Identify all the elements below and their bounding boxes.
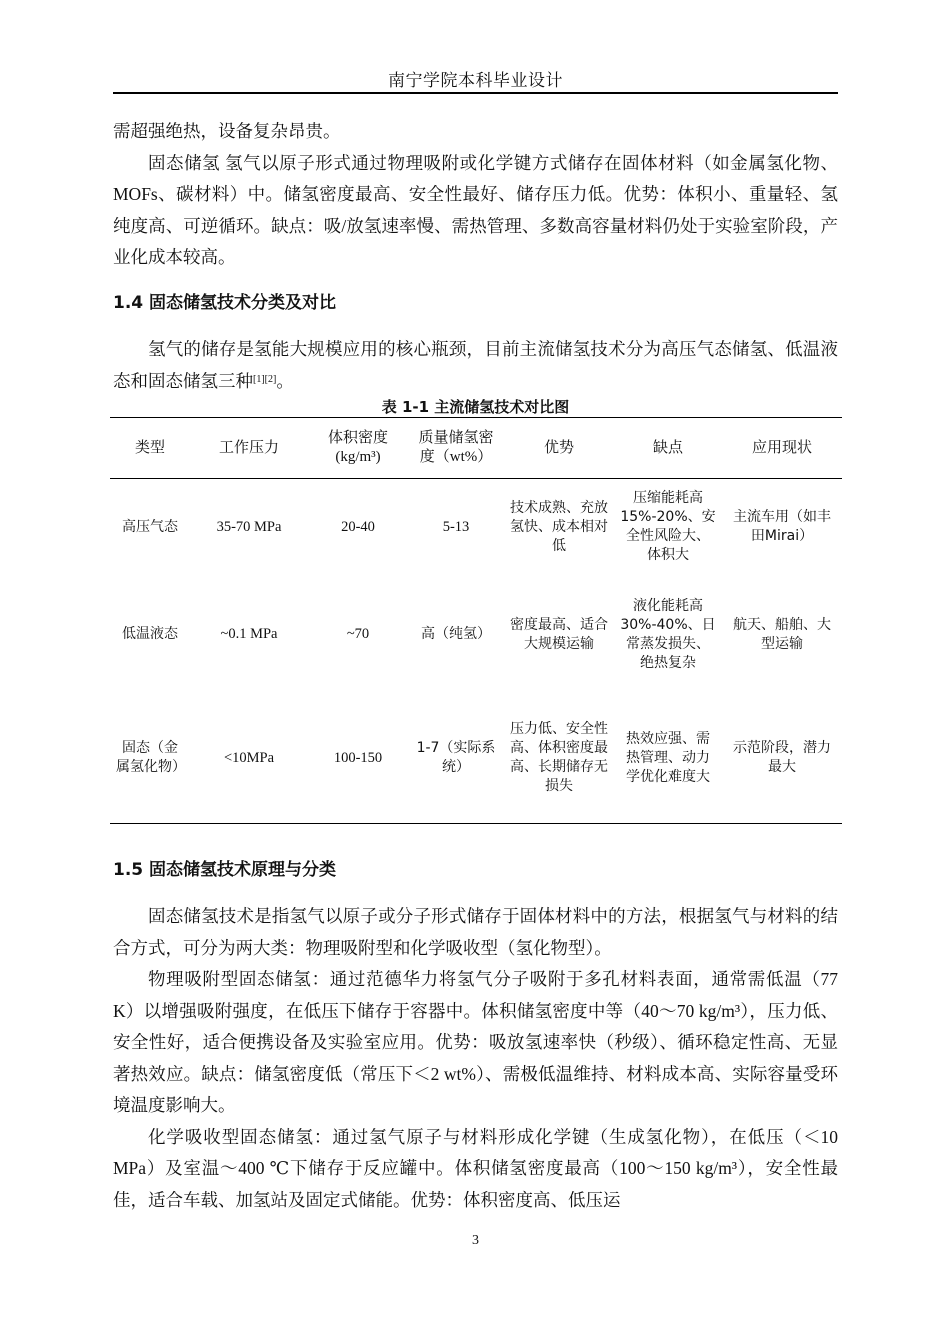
paragraph-storage-intro	[113, 334, 838, 397]
paragraph-solid-storage: 固态储氢 氢气以原子形式通过物理吸附或化学键方式储存在固体材料（如金属氢化物、MOFs、碳材料）中。储氢密度最高、安全性最好、储存压力低。优势：体积小、重量轻、氢纯度高、可逆循环。缺点：吸/放氢速率慢、需热管理、多数高容量材料仍处于实验室阶段，产业化成本较高。	[113, 152, 838, 267]
table-cell: 固态（金属氢化物）	[110, 694, 190, 824]
table-cell: 压缩能耗高15%-20%、安全性风险大、体积大	[620, 490, 716, 564]
table-cell: 热效应强、需热管理、动力学优化难度大	[614, 694, 722, 824]
table-cell: 5-13	[442, 518, 470, 535]
body-bottom	[113, 901, 838, 1216]
section-heading-1-4: 1.4 固态储氢技术分类及对比	[113, 293, 337, 313]
table-cell: 高（纯氢）	[421, 626, 491, 642]
intro-text: 氢气的储存是氢能大规模应用的核心瓶颈，目前主流储氢技术分为高压气态储氢、低温液态和固态储氢三种	[113, 339, 838, 391]
table-header-row	[110, 418, 842, 479]
table-row	[110, 479, 842, 576]
table-caption: 表 1-1 主流储氢技术对比图	[381, 398, 570, 416]
table-cell: 技术成熟、充放氢快、成本相对低	[510, 499, 608, 554]
table-row	[110, 694, 842, 824]
table-cell: 1-7（实际系统）	[408, 694, 504, 824]
table-cell: 密度最高、适合大规模运输	[510, 616, 608, 652]
intro-end: 。	[276, 370, 294, 391]
table-row	[110, 576, 842, 694]
table-cell: 高压气态	[122, 518, 178, 535]
paragraph-physisorption: 物理吸附型固态储氢：通过范德华力将氢气分子吸附于多孔材料表面，通常需低温（77 K）以增强吸附强度，在低压下储存于容器中。体积储氢密度中等（40～70 kg/m³），压力低、安全性好，适合便携设备及实验室应用。优势：吸放氢速率快（秒级）、循环稳定性高、无显著热效应。缺点：储氢密度低（常压下＜2 wt%）、需极低温维持、材料成本高、实际容量受环境温度影响大。	[113, 969, 838, 1115]
header-advantages: 优势	[504, 418, 614, 479]
header-rule	[113, 92, 838, 94]
section-heading-1-5: 1.5 固态储氢技术原理与分类	[113, 860, 337, 880]
body-top	[113, 116, 838, 274]
table-block	[113, 397, 838, 824]
table-cell: 液化能耗高30%-40%、日常蒸发损失、绝热复杂	[620, 597, 716, 671]
table-cell: 主流车用（如丰田Mirai）	[733, 509, 831, 545]
header-application: 应用现状	[722, 418, 842, 479]
table-cell: ~70	[346, 626, 370, 642]
comparison-table	[110, 417, 842, 824]
table-cell: 35-70 MPa	[216, 518, 282, 535]
header-type: 类型	[110, 418, 190, 479]
header-volume-density: 体积密度(kg/m³)	[308, 418, 408, 479]
table-cell: 20-40	[341, 518, 375, 535]
table-cell: ~0.1 MPa	[220, 626, 278, 642]
header-mass-density: 质量储氢密度（wt%）	[408, 418, 504, 479]
intro-block	[113, 334, 838, 397]
page-number: 3	[472, 1233, 479, 1248]
paragraph-chemisorption: 化学吸收型固态储氢：通过氢气原子与材料形成化学键（生成氢化物），在低压（＜10 MPa）及室温～400 ℃下储存于反应罐中。体积储氢密度最高（100～150 kg/m³），安全性最佳，适合车载、加氢站及固定式储能。优势：体积密度高、低压运	[113, 1126, 838, 1210]
table-cell: 航天、船舶、大型运输	[733, 616, 831, 652]
table-cell: 示范阶段，潜力最大	[722, 694, 842, 824]
table-cell: 100-150	[308, 694, 408, 824]
header-disadvantages: 缺点	[614, 418, 722, 479]
section-1-5	[113, 855, 838, 886]
paragraph-continuation: 需超强绝热，设备复杂昂贵。	[113, 121, 341, 141]
page-header: 南宁学院本科毕业设计	[388, 71, 563, 91]
paragraph-solid-definition: 固态储氢技术是指氢气以原子或分子形式储存于固体材料中的方法，根据氢气与材料的结合方式，可分为两大类：物理吸附型和化学吸收型（氢化物型）。	[113, 906, 838, 958]
section-1-4	[113, 288, 838, 319]
table-cell: 压力低、安全性高、体积密度最高、长期储存无损失	[504, 694, 614, 824]
citation-ref: [1][2]	[253, 373, 277, 385]
table-cell: <10MPa	[190, 694, 308, 824]
header-pressure: 工作压力	[190, 418, 308, 479]
table-cell: 低温液态	[122, 626, 178, 642]
